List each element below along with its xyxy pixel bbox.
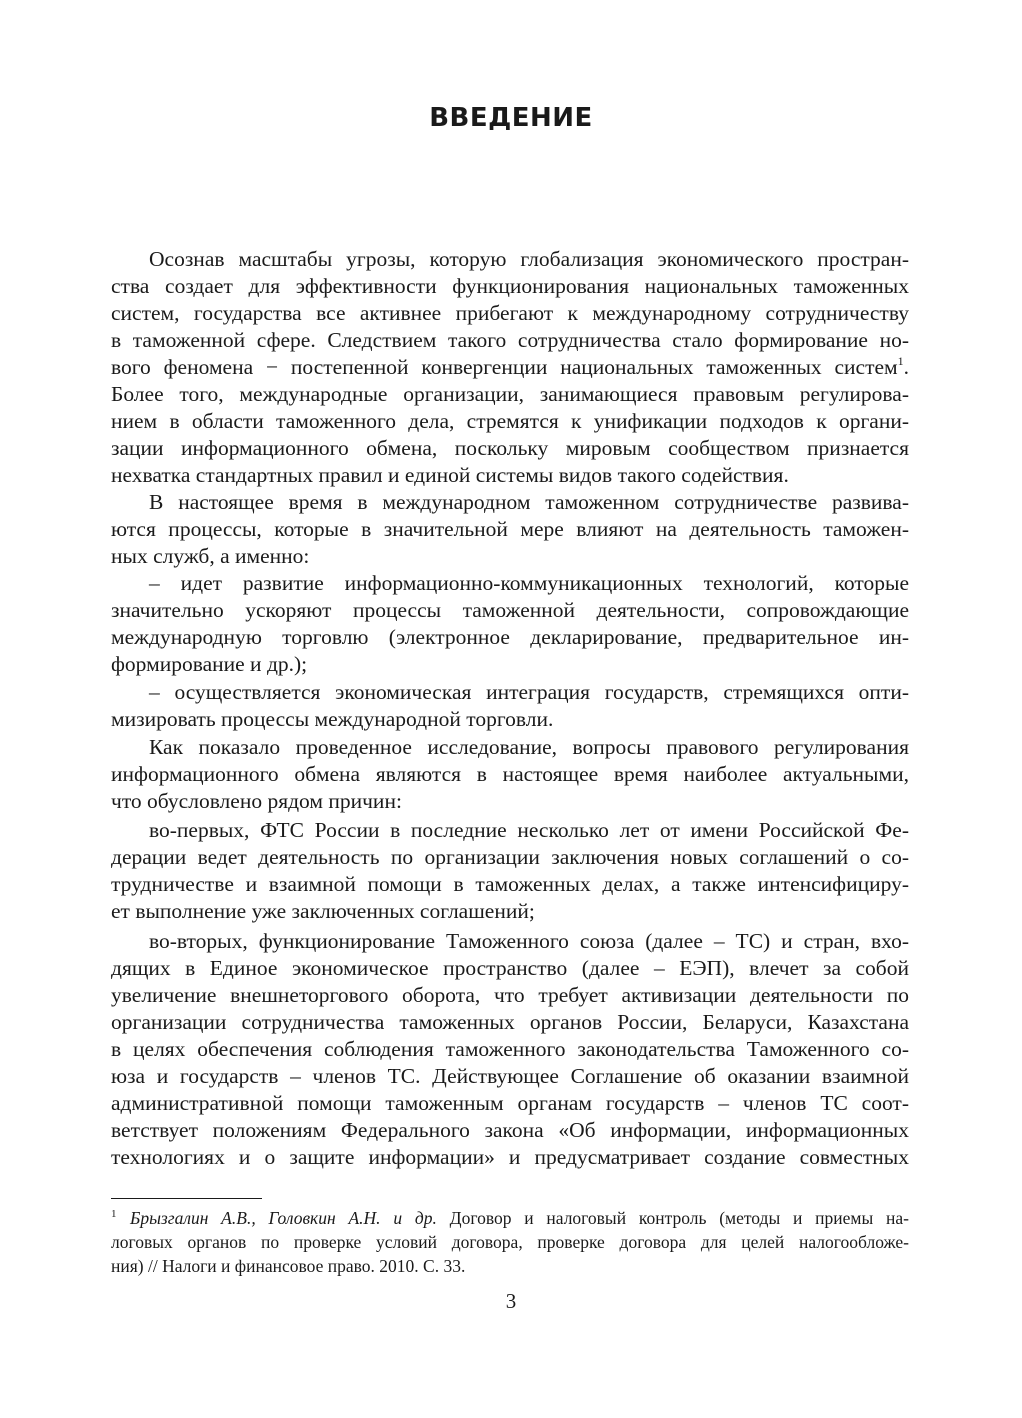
- text-line: зации информационного обмена, поскольку мировым сообществом признается: [111, 436, 909, 460]
- text-line: ства создает для эффективности функционирования национальных таможенных: [111, 274, 909, 298]
- text-span: .: [903, 355, 909, 379]
- text-line: Осознав масштабы угрозы, которую глобализация экономического простран-: [149, 247, 909, 271]
- text-line: юза и государств – членов ТС. Действующее Соглашение об оказании взаимной: [111, 1064, 909, 1088]
- footnote-separator: [111, 1198, 262, 1199]
- text-line: – осуществляется экономическая интеграция государств, стремящихся опти-: [149, 680, 909, 704]
- page-number: 3: [505, 1289, 517, 1313]
- text-line: во-вторых, функционирование Таможенного союза (далее – ТС) и стран, вхо-: [149, 929, 909, 953]
- footnote-line: логовых органов по проверке условий договора, проверке договора для целей налогообложе-: [111, 1232, 909, 1252]
- text-line: в целях обеспечения соблюдения таможенного законодательства Таможенного со-: [111, 1037, 909, 1061]
- text-line: технологиях и о защите информации» и предусматривает создание совместных: [111, 1145, 909, 1169]
- text-line: значительно ускоряют процессы таможенной деятельности, сопровождающие: [111, 598, 909, 622]
- text-line: В настоящее время в международном таможенном сотрудничестве развива-: [149, 490, 909, 514]
- text-line: – идет развитие информационно-коммуникационных технологий, которые: [149, 571, 909, 595]
- text-line: нием в области таможенного дела, стремятся к унификации подходов к органи-: [111, 409, 909, 433]
- footnote-line: ния) // Налоги и финансовое право. 2010. С. 33.: [111, 1256, 466, 1276]
- text-line: дерации ведет деятельность по организации заключения новых соглашений о со-: [111, 845, 909, 869]
- text-line: ветствует положениям Федерального закона «Об информации, информационных: [111, 1118, 909, 1142]
- text-line: дящих в Единое экономическое пространство (далее – ЕЭП), влечет за собой: [111, 956, 909, 980]
- text-line: систем, государства все активнее прибегают к международному сотрудничеству: [111, 301, 909, 325]
- text-span: вого феномена − постепенной конвергенции национальных таможенных систем: [111, 355, 898, 379]
- text-line: мизировать процессы международной торговли.: [111, 707, 554, 731]
- footnote-authors: Брызгалин А.В., Головкин А.Н. и др.: [130, 1208, 437, 1228]
- text-line: ются процессы, которые в значительной мере влияют на деятельность таможен-: [111, 517, 909, 541]
- text-line: Более того, международные организации, занимающиеся правовым регулирова-: [111, 382, 909, 406]
- text-line: информационного обмена являются в настоящее время наиболее актуальными,: [111, 762, 909, 786]
- text-line: административной помощи таможенным органам государств – членов ТС соот-: [111, 1091, 909, 1115]
- text-line: ет выполнение уже заключенных соглашений;: [111, 899, 535, 923]
- text-line: увеличение внешнеторгового оборота, что требует активизации деятельности по: [111, 983, 909, 1007]
- footnote-text-span: Договор и налоговый контроль (методы и приемы на-: [436, 1208, 909, 1228]
- text-line: трудничестве и взаимной помощи в таможенных делах, а также интенсифициру-: [111, 872, 909, 896]
- footnote-reference[interactable]: 1: [897, 354, 904, 368]
- text-line: формирование и др.);: [111, 652, 308, 676]
- text-line: организации сотрудничества таможенных органов России, Беларуси, Казахстана: [111, 1010, 909, 1034]
- text-line: что обусловлено рядом причин:: [111, 789, 402, 813]
- text-line: в таможенной сфере. Следствием такого сотрудничества стало формирование но-: [111, 328, 909, 352]
- text-line: международную торговлю (электронное декларирование, предварительное ин-: [111, 625, 909, 649]
- text-line: во-первых, ФТС России в последние несколько лет от имени Российской Фе-: [149, 818, 909, 842]
- footnote-line: [111, 1206, 909, 1230]
- text-line: ных служб, а именно:: [111, 544, 310, 568]
- chapter-heading: ВВЕДЕНИЕ: [429, 103, 593, 133]
- footnote-mark: 1: [111, 1208, 117, 1220]
- text-line-with-footnote-ref: [111, 354, 909, 381]
- text-line: Как показало проведенное исследование, вопросы правового регулирования: [149, 735, 909, 759]
- footnote-text: [130, 1206, 909, 1230]
- text-line: нехватка стандартных правил и единой системы видов такого содействия.: [111, 463, 789, 487]
